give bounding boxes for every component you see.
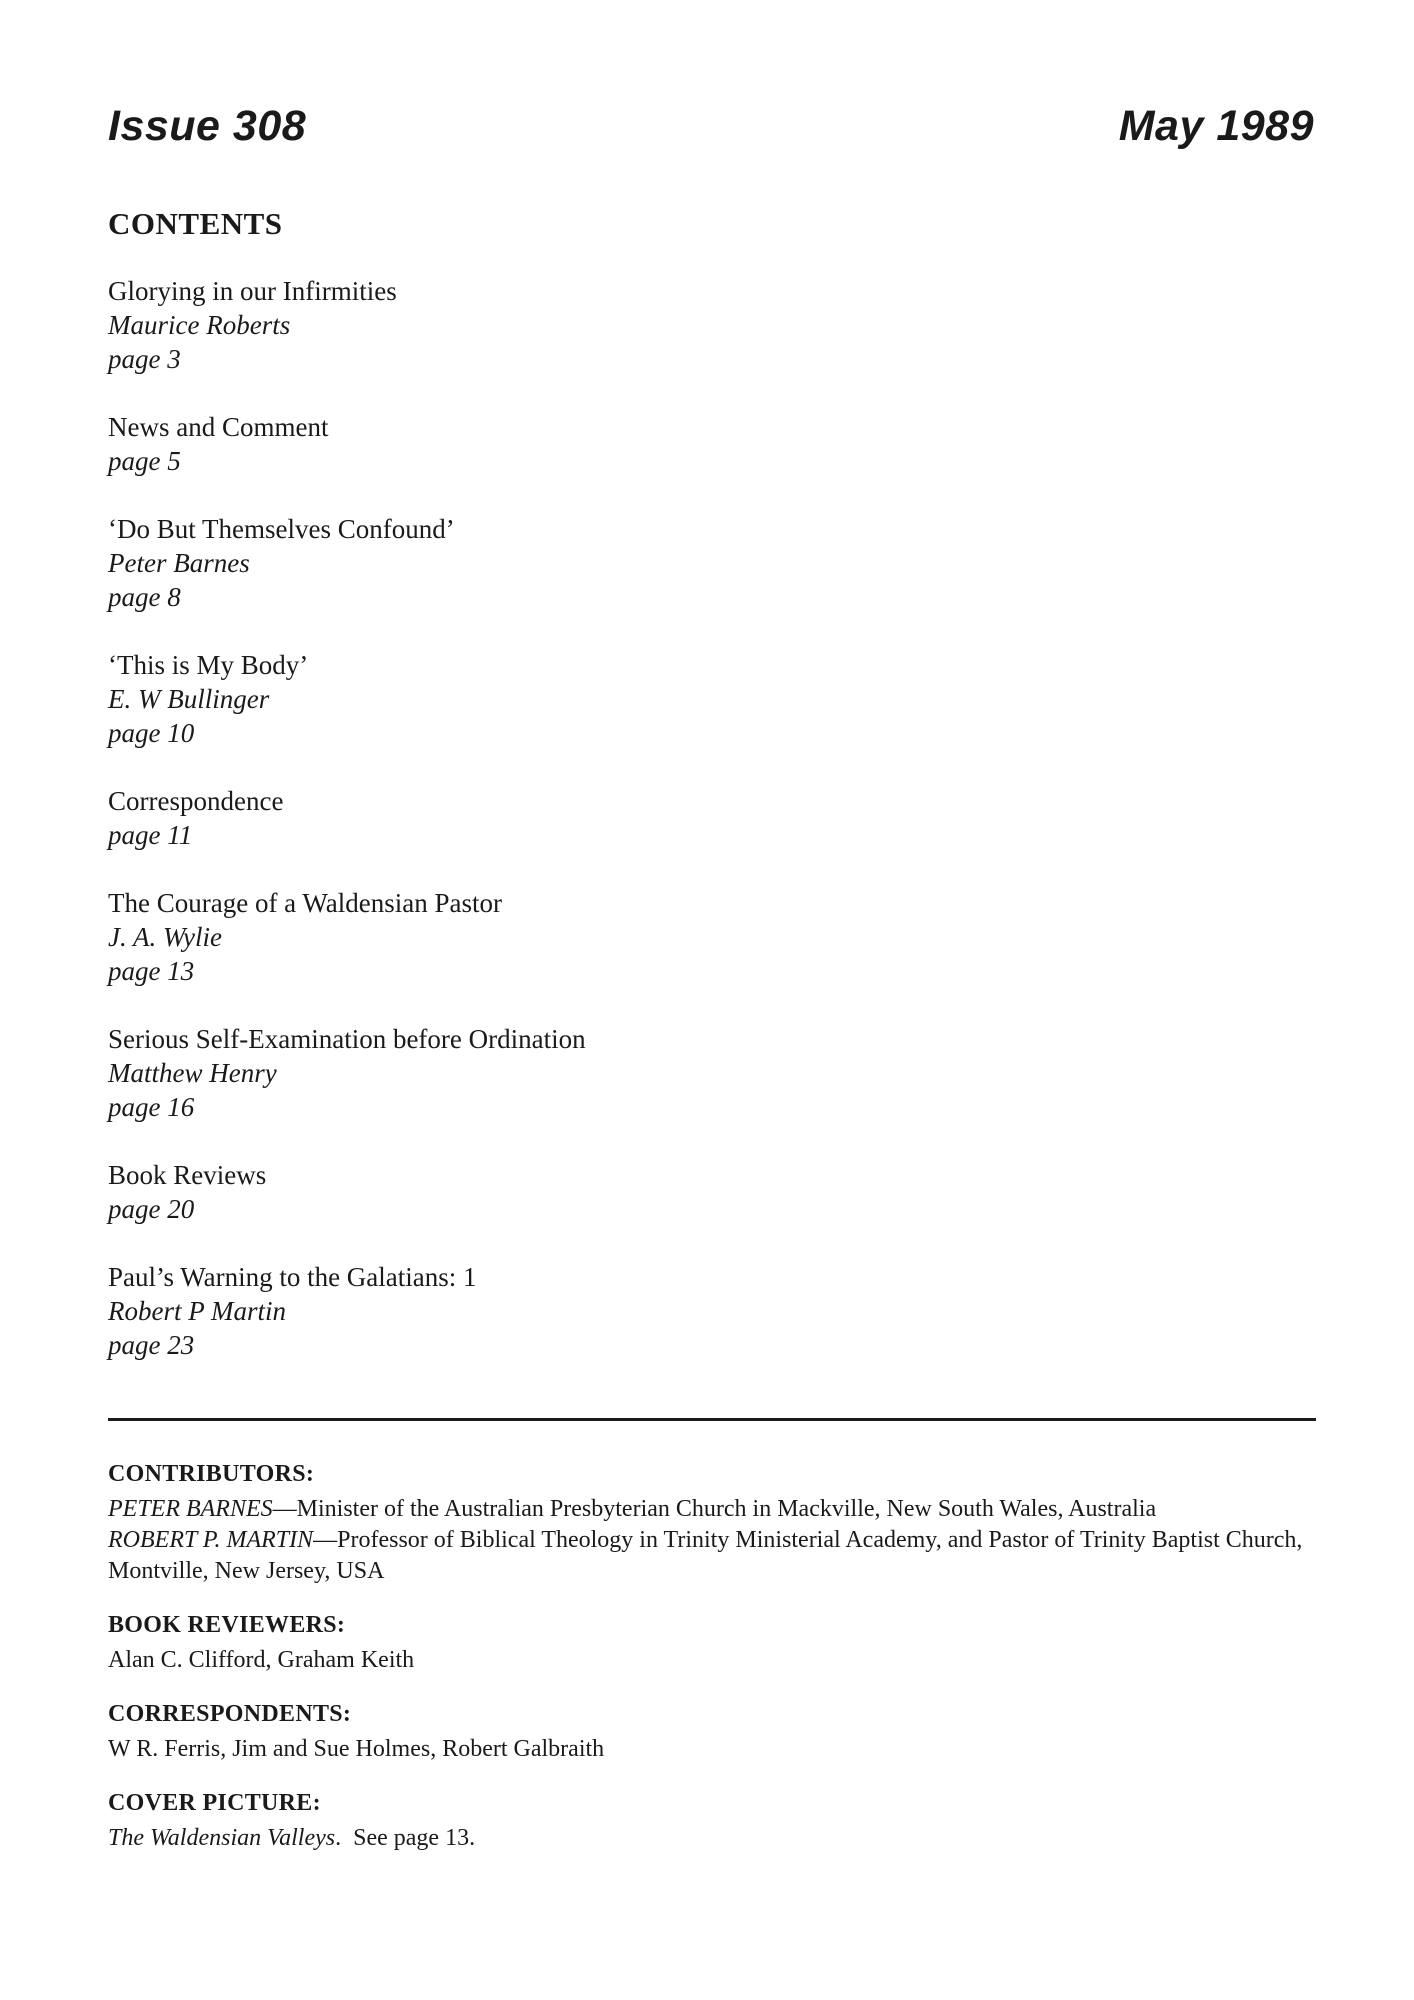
correspondents-names: W R. Ferris, Jim and Sue Holmes, Robert Galbraith <box>108 1736 605 1762</box>
toc-entry <box>108 512 1008 614</box>
contents-heading: CONTENTS <box>108 206 283 241</box>
cover-picture-block <box>108 1787 1318 1854</box>
toc-title: News and Comment <box>108 412 329 442</box>
toc-title: Serious Self-Examination before Ordination <box>108 1024 586 1054</box>
toc-entry <box>108 1022 1008 1124</box>
table-of-contents <box>108 274 1008 1396</box>
page-header <box>108 96 1314 156</box>
contributor-name: ROBERT P. MARTIN <box>108 1527 314 1553</box>
toc-title: The Courage of a Waldensian Pastor <box>108 888 502 918</box>
toc-author: E. W Bullinger <box>108 684 270 714</box>
toc-entry <box>108 1260 1008 1362</box>
toc-author: Peter Barnes <box>108 548 250 578</box>
section-divider <box>108 1418 1316 1421</box>
toc-entry <box>108 410 1008 478</box>
toc-author: J. A. Wylie <box>108 922 222 952</box>
toc-author: Robert P Martin <box>108 1296 286 1326</box>
credits-section <box>108 1458 1318 1876</box>
contributor-entry <box>108 1525 1318 1587</box>
issue-number: Issue 308 <box>108 102 307 150</box>
cover-picture-caption <box>108 1823 1318 1854</box>
book-reviewers-block <box>108 1609 1318 1676</box>
contributors-heading: CONTRIBUTORS: <box>108 1461 315 1487</box>
toc-title: Glorying in our Infirmities <box>108 276 397 306</box>
toc-page: page 3 <box>108 344 181 374</box>
issue-date: May 1989 <box>1118 102 1314 150</box>
toc-entry <box>108 886 1008 988</box>
toc-page: page 20 <box>108 1194 195 1224</box>
toc-entry <box>108 274 1008 376</box>
toc-page: page 5 <box>108 446 181 476</box>
toc-page: page 23 <box>108 1330 195 1360</box>
toc-title: Paul’s Warning to the Galatians: 1 <box>108 1262 477 1292</box>
toc-title: Correspondence <box>108 786 284 816</box>
toc-title: ‘This is My Body’ <box>108 650 309 680</box>
toc-author: Matthew Henry <box>108 1058 277 1088</box>
correspondents-heading: CORRESPONDENTS: <box>108 1701 352 1727</box>
contributors-block <box>108 1458 1318 1587</box>
toc-author: Maurice Roberts <box>108 310 291 340</box>
cover-picture-heading: COVER PICTURE: <box>108 1790 321 1816</box>
toc-page: page 10 <box>108 718 195 748</box>
toc-entry <box>108 648 1008 750</box>
toc-title: ‘Do But Themselves Confound’ <box>108 514 455 544</box>
correspondents-block <box>108 1698 1318 1765</box>
toc-entry <box>108 784 1008 852</box>
cover-picture-title: The Waldensian Valleys <box>108 1825 336 1851</box>
toc-page: page 16 <box>108 1092 195 1122</box>
toc-page: page 13 <box>108 956 195 986</box>
contributor-description: —Professor of Biblical Theology in Trinity Ministerial Academy, and Pastor of Trinity Baptist Church, Montville, New Jersey, USA <box>108 1527 1303 1584</box>
book-reviewers-names: Alan C. Clifford, Graham Keith <box>108 1647 415 1673</box>
contributor-description: —Minister of the Australian Presbyterian Church in Mackville, New South Wales, Australia <box>272 1496 1157 1522</box>
book-reviewers-heading: BOOK REVIEWERS: <box>108 1612 346 1638</box>
contributor-name: PETER BARNES <box>108 1496 273 1522</box>
toc-page: page 11 <box>108 820 193 850</box>
toc-page: page 8 <box>108 582 181 612</box>
toc-entry <box>108 1158 1008 1226</box>
toc-title: Book Reviews <box>108 1160 267 1190</box>
contributor-entry <box>108 1494 1318 1525</box>
cover-picture-note: . See page 13. <box>335 1825 476 1851</box>
